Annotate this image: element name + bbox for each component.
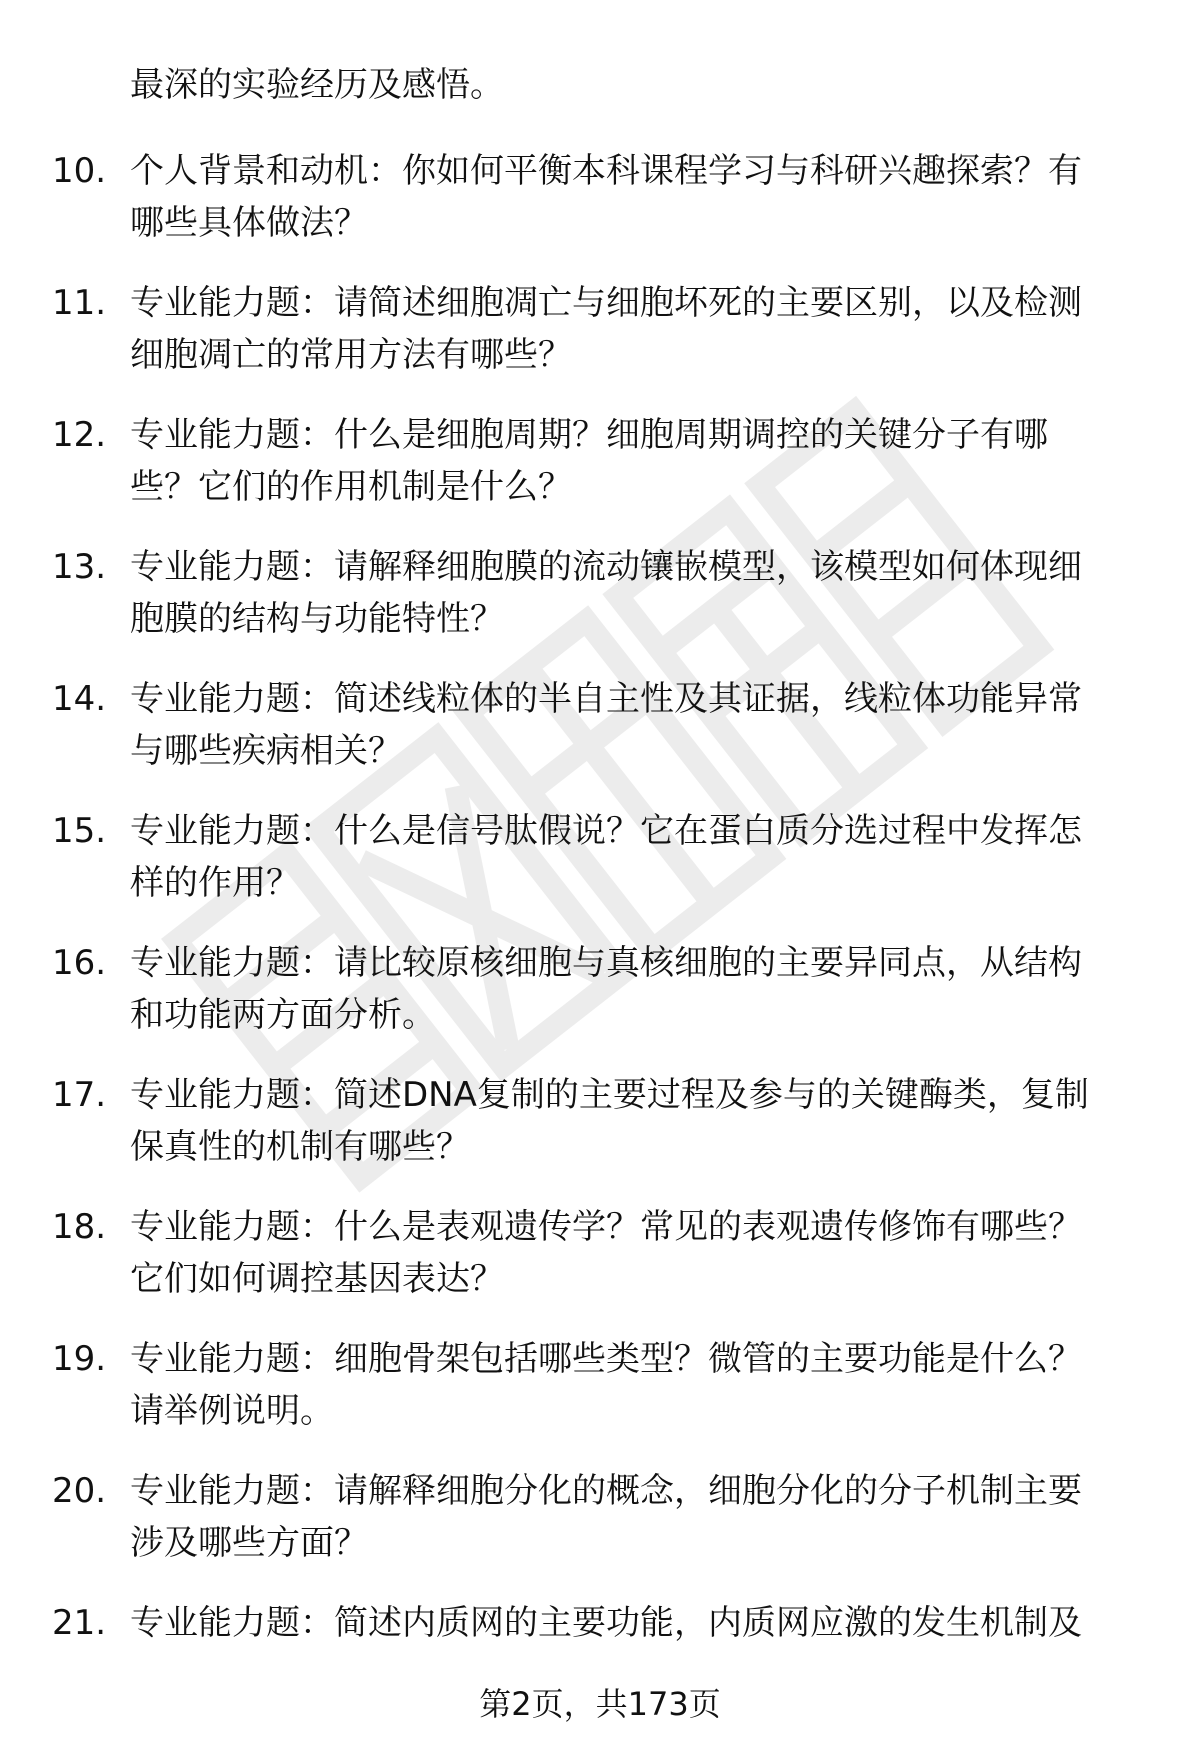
question-line: 涉及哪些方面？	[130, 1523, 368, 1563]
question-line: 专业能力题：简述DNA复制的主要过程及参与的关键酶类，复制	[130, 1075, 1089, 1115]
question-line: 请举例说明。	[130, 1391, 334, 1431]
question-line: 专业能力题：请解释细胞膜的流动镶嵌模型，该模型如何体现细	[130, 547, 1082, 587]
question-text	[130, 805, 1145, 909]
question-line: 哪些具体做法？	[130, 203, 368, 243]
question-text	[130, 937, 1145, 1041]
question-item	[0, 1201, 1200, 1333]
question-item	[0, 1069, 1200, 1201]
question-number: 15.	[52, 811, 107, 851]
question-text	[130, 1465, 1145, 1569]
question-item	[0, 409, 1200, 541]
question-number: 18.	[52, 1207, 107, 1247]
question-line: 专业能力题：细胞骨架包括哪些类型？微管的主要功能是什么？	[130, 1339, 1082, 1379]
question-text	[130, 1333, 1145, 1437]
question-line: 专业能力题：简述内质网的主要功能，内质网应激的发生机制及	[130, 1603, 1082, 1643]
question-number: 21.	[52, 1603, 107, 1643]
question-item	[0, 1465, 1200, 1597]
question-line: 保真性的机制有哪些？	[130, 1127, 470, 1167]
question-line: 专业能力题：请解释细胞分化的概念，细胞分化的分子机制主要	[130, 1471, 1082, 1511]
question-number: 11.	[52, 283, 107, 323]
question-text	[130, 277, 1145, 381]
question-text	[130, 1069, 1145, 1173]
continuation-text: 最深的实验经历及感悟。	[130, 65, 504, 105]
question-item	[0, 1333, 1200, 1465]
question-line: 胞膜的结构与功能特性？	[130, 599, 504, 639]
question-number: 12.	[52, 415, 107, 455]
question-line: 专业能力题：什么是信号肽假说？它在蛋白质分选过程中发挥怎	[130, 811, 1082, 851]
question-line: 和功能两方面分析。	[130, 995, 436, 1035]
question-line: 些？它们的作用机制是什么？	[130, 467, 572, 507]
question-line: 细胞凋亡的常用方法有哪些？	[130, 335, 572, 375]
question-item	[0, 805, 1200, 937]
question-item	[0, 277, 1200, 409]
question-number: 19.	[52, 1339, 107, 1379]
question-item	[0, 937, 1200, 1069]
question-line: 专业能力题：什么是表观遗传学？常见的表观遗传修饰有哪些？	[130, 1207, 1082, 1247]
question-item	[0, 145, 1200, 277]
question-text	[130, 145, 1145, 249]
question-line: 专业能力题：请简述细胞凋亡与细胞坏死的主要区别，以及检测	[130, 283, 1082, 323]
question-text	[130, 673, 1145, 777]
question-number: 17.	[52, 1075, 107, 1115]
question-line: 专业能力题：简述线粒体的半自主性及其证据，线粒体功能异常	[130, 679, 1082, 719]
question-text	[130, 1201, 1145, 1305]
question-line: 专业能力题：请比较原核细胞与真核细胞的主要异同点，从结构	[130, 943, 1082, 983]
question-line: 与哪些疾病相关？	[130, 731, 402, 771]
question-number: 16.	[52, 943, 107, 983]
question-number: 20.	[52, 1471, 107, 1511]
question-text	[130, 409, 1145, 513]
question-text	[130, 1597, 1145, 1649]
question-line: 专业能力题：什么是细胞周期？细胞周期调控的关键分子有哪	[130, 415, 1048, 455]
question-item	[0, 673, 1200, 805]
question-number: 14.	[52, 679, 107, 719]
question-line: 它们如何调控基因表达？	[130, 1259, 504, 1299]
question-number: 10.	[52, 151, 107, 191]
question-number: 13.	[52, 547, 107, 587]
question-text	[130, 541, 1145, 645]
question-line: 样的作用？	[130, 863, 300, 903]
question-item	[0, 541, 1200, 673]
page-footer: 第2页，共173页	[479, 1685, 721, 1723]
question-line: 个人背景和动机：你如何平衡本科课程学习与科研兴趣探索？有	[130, 151, 1082, 191]
question-list	[0, 145, 1200, 1729]
